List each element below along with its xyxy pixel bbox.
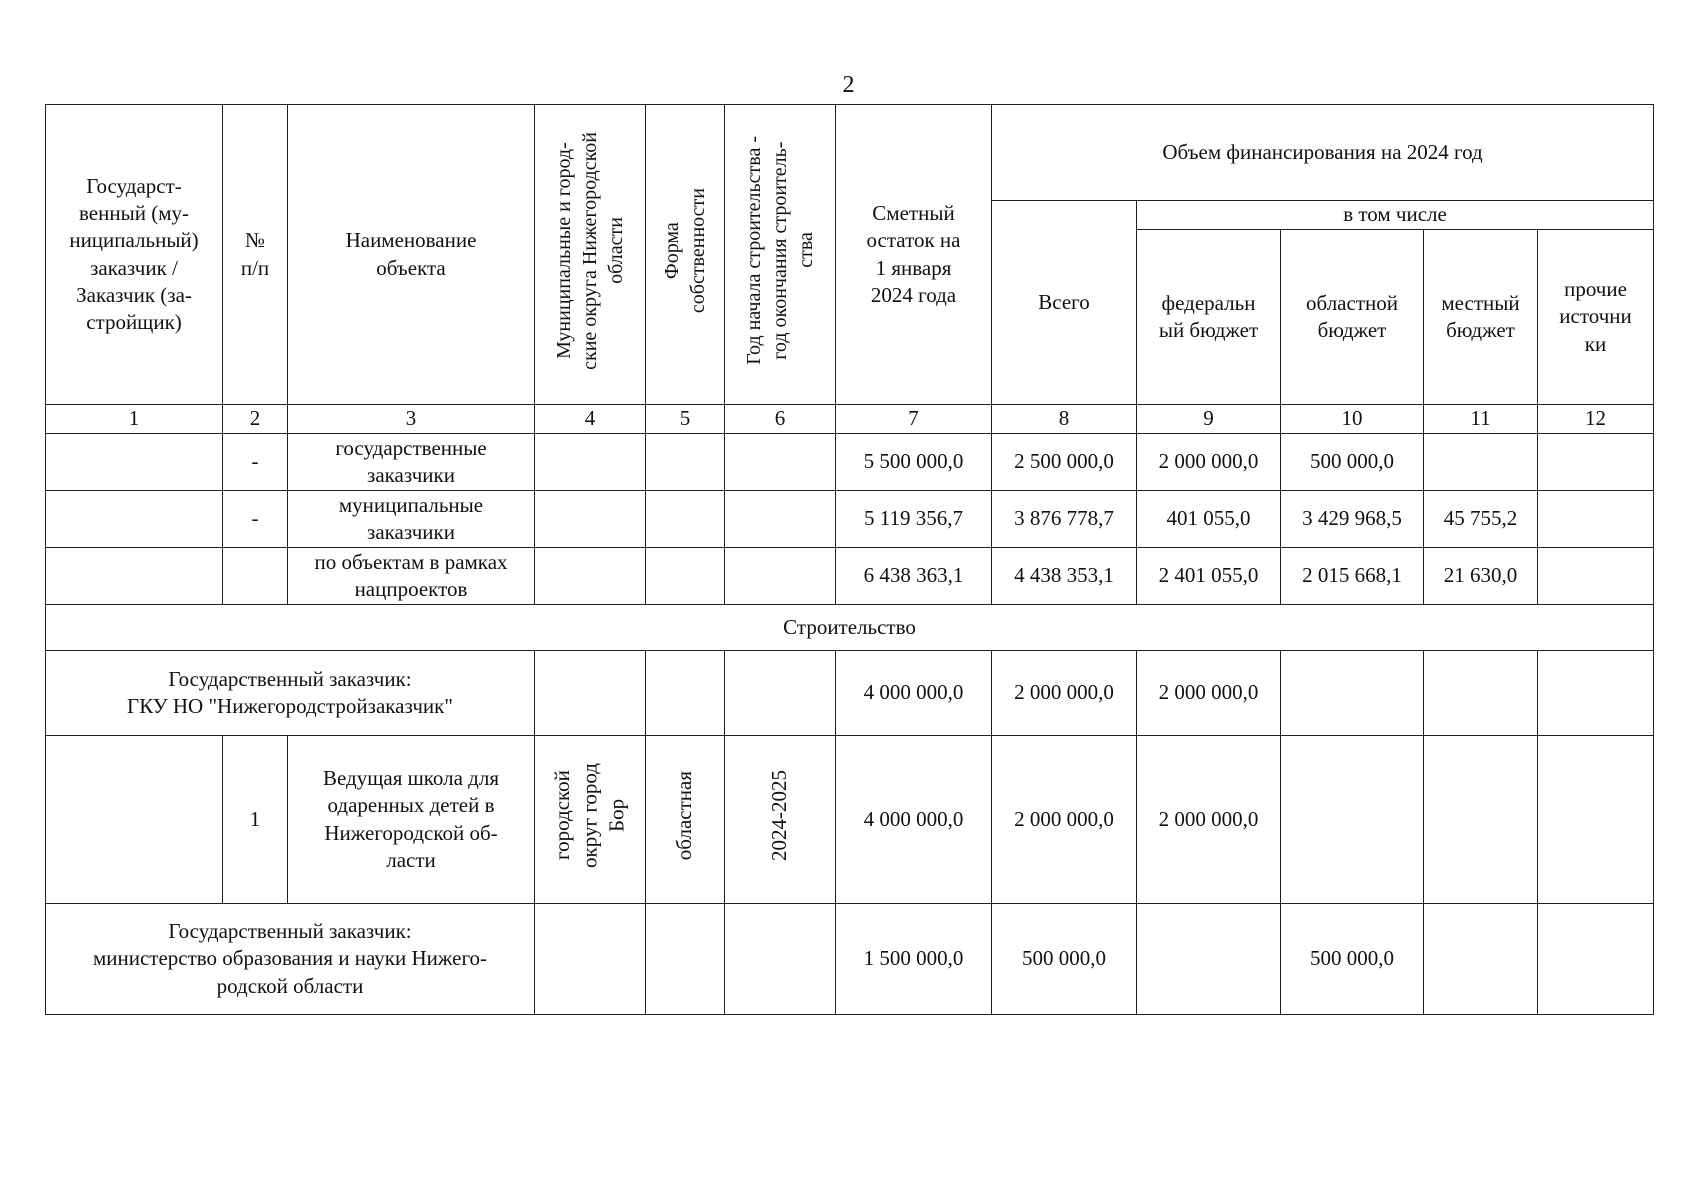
number-cell: 1 bbox=[223, 736, 288, 904]
total-cell: 500 000,0 bbox=[992, 904, 1137, 1015]
remaining-cell: 4 000 000,0 bbox=[836, 651, 992, 736]
number-cell bbox=[223, 548, 288, 605]
column-number: 9 bbox=[1137, 405, 1281, 434]
column-number: 10 bbox=[1281, 405, 1424, 434]
customer-group-row bbox=[46, 904, 1654, 1015]
total-cell: 3 876 778,7 bbox=[992, 491, 1137, 548]
number-cell: - bbox=[223, 491, 288, 548]
customer-cell bbox=[46, 736, 223, 904]
local-cell bbox=[1424, 651, 1538, 736]
local-cell: 45 755,2 bbox=[1424, 491, 1538, 548]
regional-cell: 500 000,0 bbox=[1281, 434, 1424, 491]
other-cell bbox=[1538, 904, 1654, 1015]
header-customer: Государст- венный (му- ниципальный) заказчик / Заказчик (за- стройщик) bbox=[46, 105, 223, 405]
years-cell bbox=[725, 548, 836, 605]
federal-cell: 401 055,0 bbox=[1137, 491, 1281, 548]
federal-cell: 2 000 000,0 bbox=[1137, 434, 1281, 491]
years-cell bbox=[725, 651, 836, 736]
district-cell bbox=[535, 548, 646, 605]
column-number: 4 bbox=[535, 405, 646, 434]
regional-cell bbox=[1281, 651, 1424, 736]
ownership-cell: областная bbox=[646, 736, 725, 904]
years-cell bbox=[725, 904, 836, 1015]
years-cell bbox=[725, 434, 836, 491]
customer-cell bbox=[46, 434, 223, 491]
other-cell bbox=[1538, 434, 1654, 491]
column-number: 8 bbox=[992, 405, 1137, 434]
header-local: местный бюджет bbox=[1424, 230, 1538, 405]
regional-cell: 3 429 968,5 bbox=[1281, 491, 1424, 548]
column-number: 12 bbox=[1538, 405, 1654, 434]
object-name-cell: Ведущая школа для одаренных детей в Нижегородской об- ласти bbox=[288, 736, 535, 904]
district-cell bbox=[535, 434, 646, 491]
table-row bbox=[46, 548, 1654, 605]
header-object-name: Наименование объекта bbox=[288, 105, 535, 405]
remaining-cell: 1 500 000,0 bbox=[836, 904, 992, 1015]
customer-cell bbox=[46, 491, 223, 548]
header-federal: федеральн ый бюджет bbox=[1137, 230, 1281, 405]
regional-cell: 2 015 668,1 bbox=[1281, 548, 1424, 605]
column-number-row bbox=[46, 405, 1654, 434]
local-cell: 21 630,0 bbox=[1424, 548, 1538, 605]
section-title: Строительство bbox=[46, 605, 1654, 651]
other-cell bbox=[1538, 736, 1654, 904]
local-cell bbox=[1424, 736, 1538, 904]
ownership-cell bbox=[646, 651, 725, 736]
header-other: прочие источни ки bbox=[1538, 230, 1654, 405]
header-regional: областной бюджет bbox=[1281, 230, 1424, 405]
remaining-cell: 5 119 356,7 bbox=[836, 491, 992, 548]
federal-cell bbox=[1137, 904, 1281, 1015]
regional-cell bbox=[1281, 736, 1424, 904]
header-including: в том числе bbox=[1137, 201, 1654, 230]
total-cell: 2 000 000,0 bbox=[992, 651, 1137, 736]
ownership-cell bbox=[646, 548, 725, 605]
column-number: 1 bbox=[46, 405, 223, 434]
remaining-cell: 5 500 000,0 bbox=[836, 434, 992, 491]
object-name-cell: по объектам в рамках нацпроектов bbox=[288, 548, 535, 605]
header-years: Год начала строительства - год окончания строитель- ства bbox=[725, 105, 836, 405]
customer-group-name: Государственный заказчик: ГКУ НО "Нижегородстройзаказчик" bbox=[46, 651, 535, 736]
section-row bbox=[46, 605, 1654, 651]
customer-group-row bbox=[46, 651, 1654, 736]
federal-cell: 2 401 055,0 bbox=[1137, 548, 1281, 605]
total-cell: 4 438 353,1 bbox=[992, 548, 1137, 605]
object-name-cell: муниципальные заказчики bbox=[288, 491, 535, 548]
column-number: 3 bbox=[288, 405, 535, 434]
other-cell bbox=[1538, 491, 1654, 548]
total-cell: 2 500 000,0 bbox=[992, 434, 1137, 491]
number-cell: - bbox=[223, 434, 288, 491]
customer-group-name: Государственный заказчик: министерство образования и науки Нижего- родской области bbox=[46, 904, 535, 1015]
local-cell bbox=[1424, 434, 1538, 491]
header-row-1 bbox=[46, 105, 1654, 201]
years-cell: 2024-2025 bbox=[725, 736, 836, 904]
table-row bbox=[46, 434, 1654, 491]
column-number: 5 bbox=[646, 405, 725, 434]
other-cell bbox=[1538, 548, 1654, 605]
ownership-cell bbox=[646, 434, 725, 491]
object-name-cell: государственные заказчики bbox=[288, 434, 535, 491]
header-financing: Объем финансирования на 2024 год bbox=[992, 105, 1654, 201]
regional-cell: 500 000,0 bbox=[1281, 904, 1424, 1015]
remaining-cell: 4 000 000,0 bbox=[836, 736, 992, 904]
ownership-cell bbox=[646, 904, 725, 1015]
table-row bbox=[46, 491, 1654, 548]
years-cell bbox=[725, 491, 836, 548]
total-cell: 2 000 000,0 bbox=[992, 736, 1137, 904]
column-number: 2 bbox=[223, 405, 288, 434]
object-row bbox=[46, 736, 1654, 904]
header-districts: Муниципальные и город- ские округа Нижегородской области bbox=[535, 105, 646, 405]
column-number: 6 bbox=[725, 405, 836, 434]
district-cell bbox=[535, 491, 646, 548]
column-number: 11 bbox=[1424, 405, 1538, 434]
remaining-cell: 6 438 363,1 bbox=[836, 548, 992, 605]
local-cell bbox=[1424, 904, 1538, 1015]
district-cell: городской округ город Бор bbox=[535, 736, 646, 904]
header-number: № п/п bbox=[223, 105, 288, 405]
customer-cell bbox=[46, 548, 223, 605]
federal-cell: 2 000 000,0 bbox=[1137, 651, 1281, 736]
ownership-cell bbox=[646, 491, 725, 548]
header-total: Всего bbox=[992, 201, 1137, 405]
column-number: 7 bbox=[836, 405, 992, 434]
header-remaining: Сметный остаток на 1 января 2024 года bbox=[836, 105, 992, 405]
header-ownership: Форма собственности bbox=[646, 105, 725, 405]
page-number: 2 bbox=[842, 72, 855, 98]
district-cell bbox=[535, 904, 646, 1015]
other-cell bbox=[1538, 651, 1654, 736]
district-cell bbox=[535, 651, 646, 736]
financing-table bbox=[45, 104, 1654, 1015]
federal-cell: 2 000 000,0 bbox=[1137, 736, 1281, 904]
